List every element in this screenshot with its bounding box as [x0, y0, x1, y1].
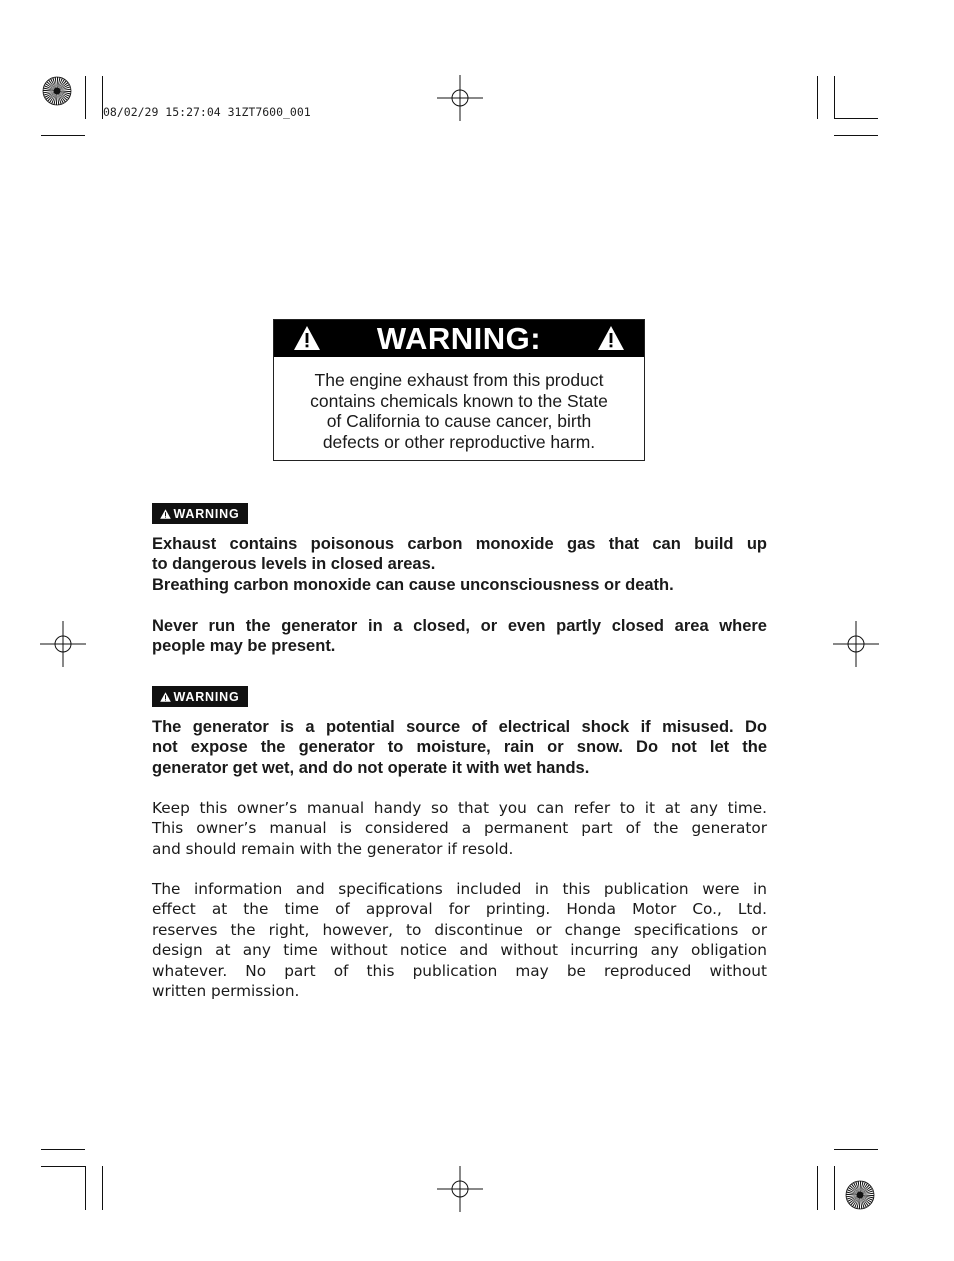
co-warning-paragraph-1: Exhaust contains poisonous carbon monoxide gas that can build up to dangerous levels in closed areas. — [152, 535, 767, 574]
warning-label: WARNING — [152, 686, 248, 707]
co-warning-paragraph-3: Never run the generator in a closed, or even partly closed area where people may be present. — [152, 617, 767, 656]
disclaimer-paragraph: The information and specifications included in this publication were in effect at the time of approval for printing. Honda Motor Co., Ltd. reserves the right, however, to discontinue or change specifications or design at any time without notice and without incurring any obligation whatever. No part of this publication may be reproduced without written permission. — [152, 880, 767, 1001]
california-warning-header — [274, 320, 644, 357]
warning-triangle-icon — [597, 325, 625, 351]
warning-triangle-icon — [293, 325, 321, 351]
registration-mark-top — [437, 75, 483, 121]
registration-mark-right — [833, 621, 879, 667]
registration-mark-left — [40, 621, 86, 667]
starburst-target-icon — [42, 76, 72, 106]
co-warning-paragraph-2: Breathing carbon monoxide can cause unconsciousness or death. — [152, 576, 674, 594]
registration-mark-bottom — [437, 1166, 483, 1212]
california-warning-text: The engine exhaust from this product contains chemicals known to the State of California to cause cancer, birth defects or other reproductive harm. — [310, 370, 608, 452]
shock-warning-paragraph: The generator is a potential source of electrical shock if misused. Do not expose the generator to moisture, rain or snow. Do not let the generator get wet, and do not operate it with wet hands. — [152, 718, 767, 777]
manual-note-paragraph: Keep this owner’s manual handy so that you can refer to it at any time. This owner’s manual is considered a permanent part of the generator and should remain with the generator if resold. — [152, 799, 767, 858]
california-warning-box — [273, 319, 645, 461]
california-warning-title: WARNING: — [376, 320, 542, 356]
warning-triangle-icon — [160, 509, 171, 519]
warning-label: WARNING — [152, 503, 248, 524]
warning-triangle-icon — [160, 692, 171, 702]
print-timestamp: 08/02/29 15:27:04 31ZT7600_001 — [103, 105, 311, 119]
starburst-target-icon — [845, 1180, 875, 1210]
